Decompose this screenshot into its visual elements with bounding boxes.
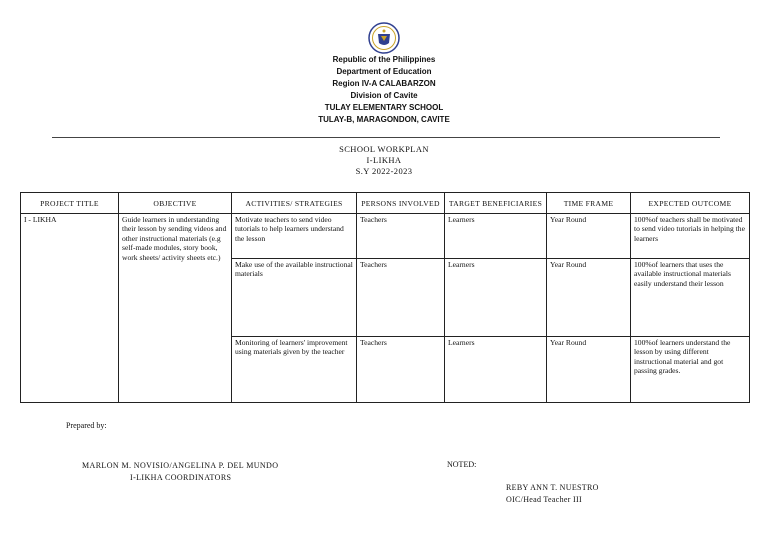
letterhead-line: TULAY ELEMENTARY SCHOOL xyxy=(324,103,444,112)
letterhead-line: TULAY-B, MARAGONDON, CAVITE xyxy=(318,115,450,124)
coordinator-role: I-LIKHA COORDINATORS xyxy=(130,473,232,482)
outcome-text: 100%of teachers shall be motivated to send video tutorials in helping the learners xyxy=(634,215,745,243)
workplan-table xyxy=(20,192,750,403)
activity-cell xyxy=(232,214,357,259)
column-header: TARGET BENEFICIARIES xyxy=(445,193,547,214)
head-teacher-name: REBY ANN T. NUESTRO xyxy=(506,483,599,492)
column-header: PERSONS INVOLVED xyxy=(357,193,445,214)
column-header: EXPECTED OUTCOME xyxy=(631,193,750,214)
activity-cell: Make use of the available instructional materials xyxy=(232,259,357,337)
noted-label: NOTED: xyxy=(447,460,477,469)
time-frame-cell: Year Round xyxy=(547,337,631,403)
time-frame-cell: Year Round xyxy=(547,214,631,259)
beneficiaries-cell: Learners xyxy=(445,214,547,259)
project-title-cell: I - LIKHA xyxy=(21,214,119,403)
beneficiaries-cell: Learners xyxy=(445,337,547,403)
title-line: I-LIKHA xyxy=(366,155,402,165)
letterhead-line: Division of Cavite xyxy=(350,91,418,100)
coordinators-signature-block xyxy=(82,460,278,484)
table-row xyxy=(21,214,750,259)
column-header: TIME FRAME xyxy=(547,193,631,214)
activity-cell: Monitoring of learners' improvement using materials given by the teacher xyxy=(232,337,357,403)
outcome-cell: 100%of learners understand the lesson by using different instructional material and got passing grades. xyxy=(631,337,750,403)
deped-seal-icon xyxy=(368,22,400,54)
column-header: ACTIVITIES/ STRATEGIES xyxy=(232,193,357,214)
outcome-cell xyxy=(631,214,750,259)
beneficiaries-cell: Learners xyxy=(445,259,547,337)
table-header-row xyxy=(21,193,750,214)
title-line: S.Y 2022-2023 xyxy=(355,166,413,176)
letterhead-line: Region IV-A CALABARZON xyxy=(332,79,436,88)
prepared-by-label: Prepared by: xyxy=(66,421,107,430)
letterhead-line: Republic of the Philippines xyxy=(332,55,436,64)
head-teacher-role: OIC/Head Teacher III xyxy=(506,495,582,504)
column-header: OBJECTIVE xyxy=(119,193,232,214)
header-divider xyxy=(52,137,720,138)
head-teacher-signature-block xyxy=(506,482,599,506)
time-frame-cell: Year Round xyxy=(547,259,631,337)
objective-cell: Guide learners in understanding their lesson by sending videos and other instructional materials (e.g self-made modules, story book, work sheets/ activity sheets etc.) xyxy=(119,214,232,403)
persons-cell: Teachers xyxy=(357,214,445,259)
coordinator-names: MARLON M. NOVISIO/ANGELINA P. DEL MUNDO xyxy=(82,461,279,470)
letterhead-line: Department of Education xyxy=(336,67,432,76)
activity-text: Motivate teachers to send video tutorials to help learners understand the lesson xyxy=(235,215,344,243)
document-title xyxy=(0,144,768,177)
persons-cell: Teachers xyxy=(357,337,445,403)
title-line: SCHOOL WORKPLAN xyxy=(339,144,429,154)
outcome-cell: 100%of learners that uses the available instructional materials easily understand their lesson xyxy=(631,259,750,337)
persons-cell: Teachers xyxy=(357,259,445,337)
letterhead xyxy=(0,54,768,126)
column-header: PROJECT TITLE xyxy=(21,193,119,214)
